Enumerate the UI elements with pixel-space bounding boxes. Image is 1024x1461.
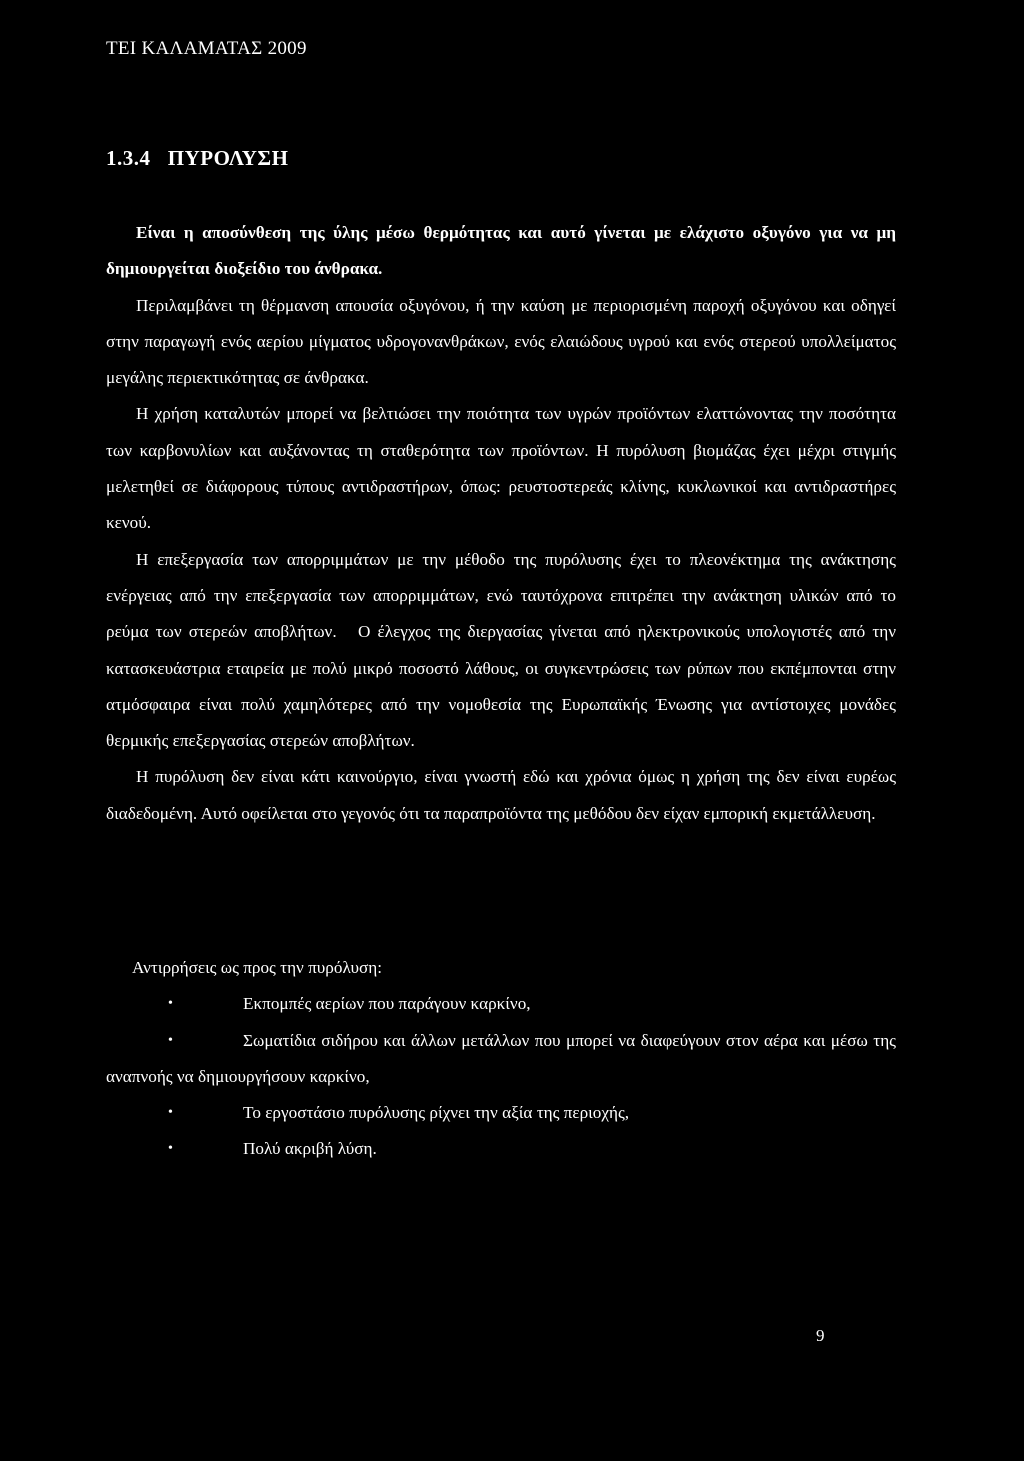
paragraph: Η χρήση καταλυτών μπορεί να βελτιώσει την ποιότητα των υγρών προϊόντων ελαττώνοντας την ποσότητα των καρβονυλίων και αυξάνοντας τη σταθερότητα των προϊόντων. Η πυρόλυση βιομάζας έχει μέχρι στιγμής μελετηθεί σε διάφορους τύπους αντιδραστήρων, όπως: ρευστοστερεάς κλίνης, κυκλωνικοί και αντιδραστήρες κενού. <box>106 404 896 533</box>
list-item <box>106 986 896 1022</box>
bullet-icon: • <box>168 1141 173 1157</box>
list-item-text: Το εργοστάσιο πυρόλυσης ρίχνει την αξία της περιοχής, <box>243 1103 630 1123</box>
bullet-icon: • <box>168 996 173 1012</box>
document-header: ΤΕΙ ΚΑΛΑΜΑΤΑΣ 2009 <box>106 38 307 59</box>
list-item-text: Σωματίδια σιδήρου και άλλων μετάλλων που μπορεί να διαφεύγουν στον αέρα και μέσω της αναπνοής να δημιουργήσουν καρκίνο, <box>106 1030 896 1086</box>
section-title: 1.3.4 ΠΥΡΟΛΥΣΗ <box>106 146 289 170</box>
paragraph: Η πυρόλυση δεν είναι κάτι καινούργιο, είναι γνωστή εδώ και χρόνια όμως η χρήση της δεν είναι ευρέως διαδεδομένη. Αυτό οφείλεται στο γεγονός ότι τα παραπροϊόντα της μεθόδου δεν είχαν εμπορική εκμετάλλευση. <box>106 767 896 823</box>
paragraph: Η επεξεργασία των απορριμμάτων με την μέθοδο της πυρόλυσης έχει το πλεονέκτημα της ανάκτησης ενέργειας από την επεξεργασία των απορριμμάτων, ενώ ταυτόχρονα επιτρέπει την ανάκτηση υλικών από το ρεύμα των στερεών αποβλήτων. Ο έλεγχος της διεργασίας γίνεται από ηλεκτρονικούς υπολογιστές από την κατασκευάστρια εταιρεία με πολύ μικρό ποσοστό λάθους, οι συγκεντρώσεις των ρύπων που εκπέμπονται στην ατμόσφαιρα είναι πολύ χαμηλότερες από την νομοθεσία της Ευρωπαϊκής Ένωσης για αντίστοιχες μονάδες θερμικής επεξεργασίας στερεών αποβλήτων. <box>106 549 901 751</box>
definition-paragraph: Είναι η αποσύνθεση της ύλης μέσω θερμότητας και αυτό γίνεται με ελάχιστο οξυγόνο για να μη δημιουργείται διοξείδιο του άνθρακα. <box>106 223 896 279</box>
objections-list-section <box>106 950 896 1168</box>
bullet-icon: • <box>168 1032 173 1048</box>
list-item <box>106 1023 896 1096</box>
objections-intro: Αντιρρήσεις ως προς την πυρόλυση: <box>132 958 383 977</box>
list-item <box>106 1131 896 1167</box>
body-text <box>106 215 901 832</box>
list-item-text: Εκπομπές αερίων που παράγουν καρκίνο, <box>243 994 531 1014</box>
paragraph: Περιλαμβάνει τη θέρμανση απουσία οξυγόνου, ή την καύση με περιορισμένη παροχή οξυγόνου και οδηγεί στην παραγωγή ενός αερίου μίγματος υδρογονανθράκων, ενός ελαιώδους υγρού και ενός στερεού υπολλείματος μεγάλης περιεκτικότητας σε άνθρακα. <box>106 295 896 388</box>
list-item <box>106 1095 896 1131</box>
page-number: 9 <box>816 1326 825 1345</box>
list-item-text: Πολύ ακριβή λύση. <box>243 1139 377 1159</box>
objections-list <box>106 986 896 1167</box>
bullet-icon: • <box>168 1105 173 1121</box>
